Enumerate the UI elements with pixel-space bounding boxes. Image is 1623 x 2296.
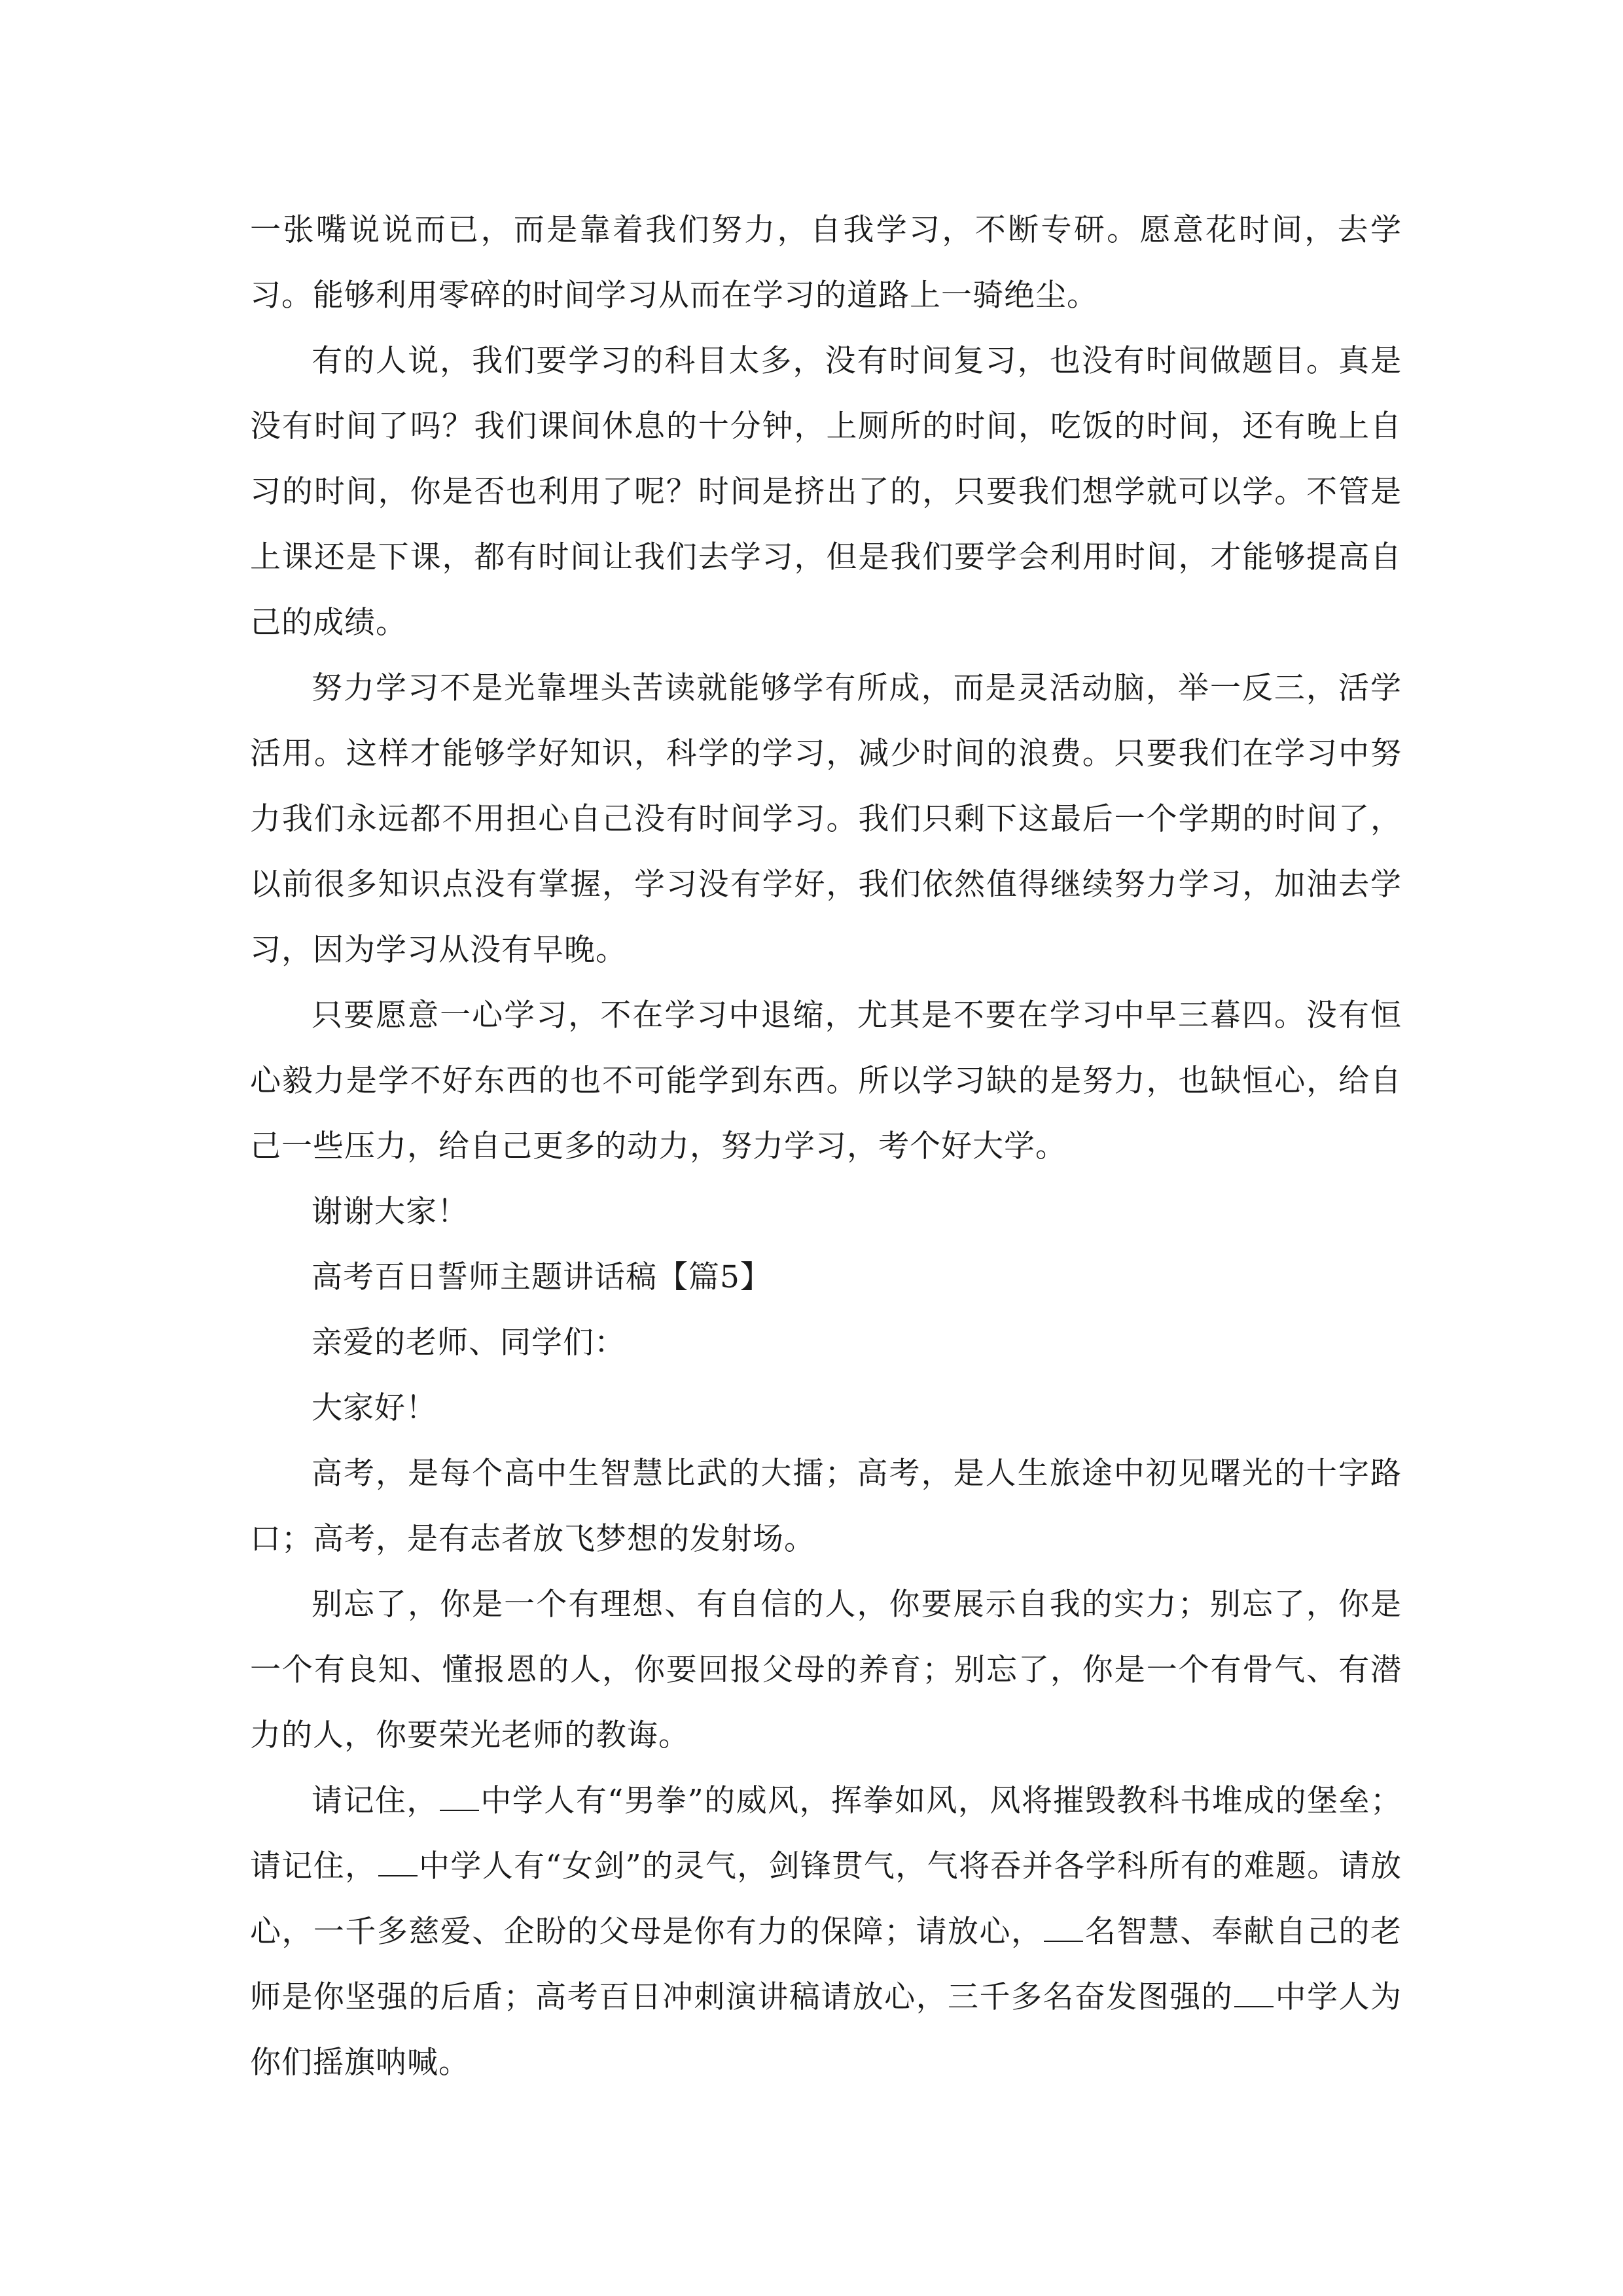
fill-in-blank bbox=[440, 1784, 479, 1811]
fill-in-blank bbox=[1044, 1914, 1083, 1942]
paragraph: 有的人说，我们要学习的科目太多，没有时间复习，也没有时间做题目。真是没有时间了吗？我们课间休息的十分钟，上厕所的时间，吃饭的时间，还有晚上自习的时间，你是否也利用了呢？时间是挤出了的，只要我们想学就可以学。不管是上课还是下课，都有时间让我们去学习，但是我们要学会利用时间，才能够提高自己的成绩。 bbox=[250, 343, 1402, 641]
greeting: 大家好！ bbox=[312, 1390, 437, 1426]
paragraph: 一张嘴说说而已，而是靠着我们努力，自我学习，不断专研。愿意花时间，去学习。能够利用零碎的时间学习从而在学习的道路上一骑绝尘。 bbox=[250, 212, 1402, 314]
document-body bbox=[250, 198, 1402, 2096]
text-segment: 中学人为你们摇旗呐喊。 bbox=[250, 1979, 1402, 2081]
fill-in-blank bbox=[1234, 1980, 1274, 2007]
text-segment: 中学人有“女剑”的灵气，剑锋贯气，气将吞并各学科所有的难题。请放心，一千多慈爱、企盼的父母是你有力的保障；请放心， bbox=[250, 1848, 1402, 1950]
paragraph: 努力学习不是光靠埋头苦读就能够学有所成，而是灵活动脑，举一反三，活学活用。这样才能够学好知识，科学的学习，减少时间的浪费。只要我们在学习中努力我们永远都不用担心自己没有时间学习。我们只剩下这最后一个学期的时间了，以前很多知识点没有掌握，学习没有学好，我们依然值得继续努力学习，加油去学习，因为学习从没有早晚。 bbox=[250, 670, 1402, 968]
text-segment: 请记住， bbox=[312, 1783, 438, 1819]
paragraph: 别忘了，你是一个有理想、有自信的人，你要展示自我的实力；别忘了，你是一个有良知、懂报恩的人，你要回报父母的养育；别忘了，你是一个有骨气、有潜力的人，你要荣光老师的教诲。 bbox=[250, 1587, 1402, 1753]
paragraph: 高考，是每个高中生智慧比武的大擂；高考，是人生旅途中初见曙光的十字路口；高考，是有志者放飞梦想的发射场。 bbox=[250, 1456, 1402, 1557]
closing-thanks: 谢谢大家！ bbox=[312, 1194, 469, 1230]
text-segment: 中学人有“男拳”的威风，挥拳如风，风将摧毁教科书堆成的堡垒；请记住， bbox=[250, 1783, 1402, 1884]
fill-in-blank bbox=[378, 1849, 418, 1876]
section-heading: 高考百日誓师主题讲话稿【篇5】 bbox=[312, 1259, 772, 1295]
paragraph-with-blanks bbox=[250, 1768, 1402, 2096]
salutation: 亲爱的老师、同学们： bbox=[312, 1325, 626, 1361]
paragraph: 只要愿意一心学习，不在学习中退缩，尤其是不要在学习中早三暮四。没有恒心毅力是学不好东西的也不可能学到东西。所以学习缺的是努力，也缺恒心，给自己一些压力，给自己更多的动力，努力学习，考个好大学。 bbox=[250, 997, 1402, 1164]
text-segment: 名智慧、奉献自己的老师是你坚强的后盾；高考百日冲刺演讲稿请放心，三千多名奋发图强的 bbox=[250, 1914, 1402, 2015]
